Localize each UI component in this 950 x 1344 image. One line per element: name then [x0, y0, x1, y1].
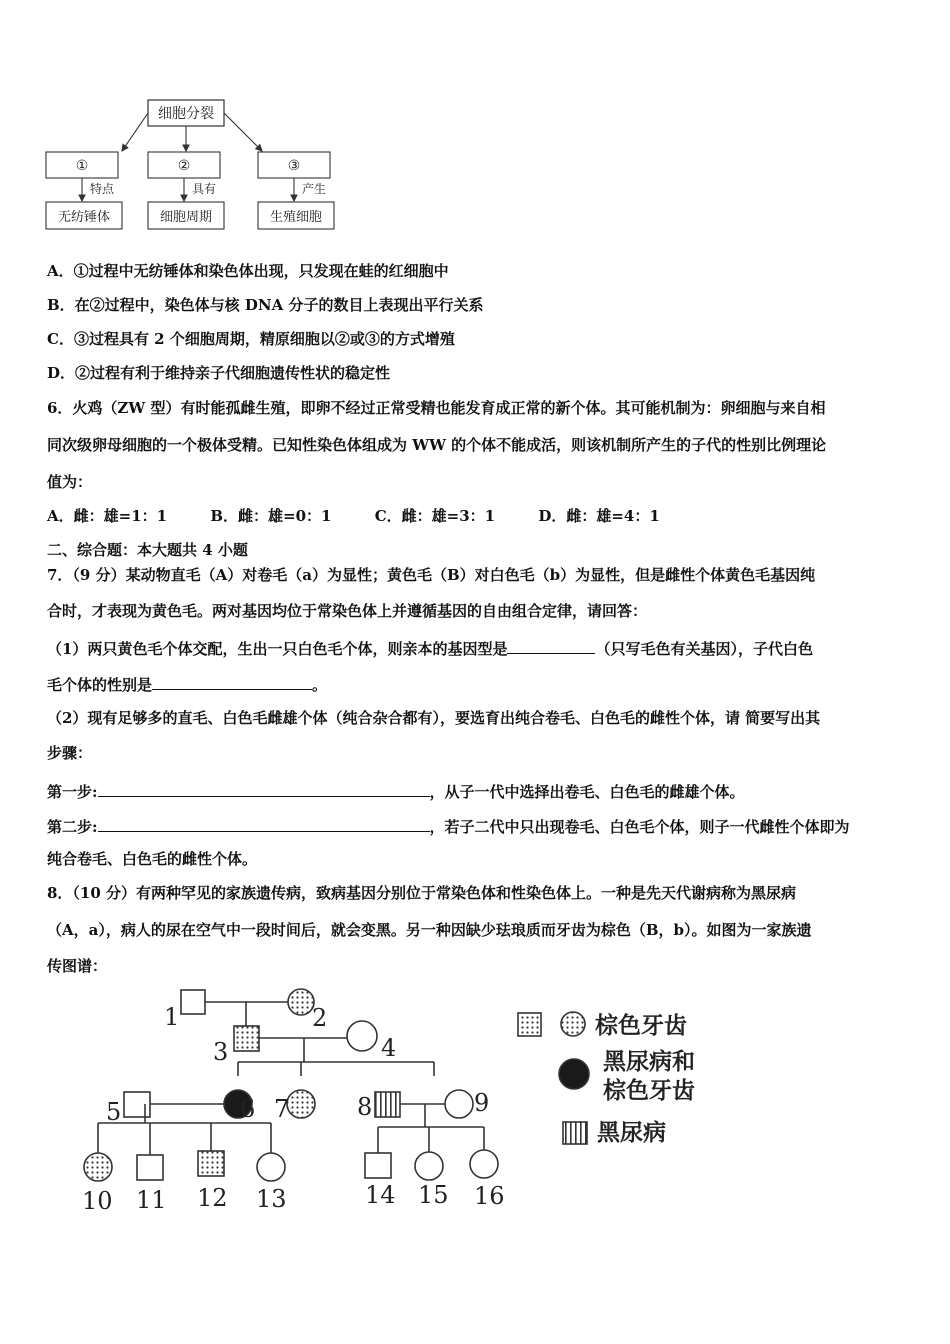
label-10: 10 — [82, 1187, 113, 1215]
individual-4 — [347, 1021, 377, 1051]
q7-step2-cont: 纯合卷毛、白色毛的雌性个体。 — [47, 850, 258, 868]
q6-line-3: 值为： — [47, 473, 93, 491]
individual-9 — [445, 1090, 473, 1118]
q8-line-2: （A，a），病人的尿在空气中一段时间后，就会变黑。另一种因缺少珐琅质而牙齿为棕色（B，b）。如图为一家族遗 — [47, 921, 812, 939]
q6-option-c: C．雌：雄=3：1 — [374, 507, 496, 525]
label-16: 16 — [474, 1182, 505, 1210]
q5-option-c: C．③过程具有 2 个细胞周期，精原细胞以②或③的方式增殖 — [47, 330, 455, 348]
individual-5 — [124, 1092, 150, 1117]
legend-both-text-1: 黑尿病和 — [603, 1048, 695, 1075]
answer-blank-step2[interactable] — [98, 814, 430, 832]
q7-part2-b: 步骤： — [47, 744, 93, 762]
q6-options — [47, 506, 698, 526]
answer-blank-step1[interactable] — [98, 779, 430, 797]
flow-edge-3: 产生 — [302, 182, 327, 196]
label-5: 5 — [106, 1098, 122, 1126]
individual-14 — [365, 1153, 391, 1178]
flow-result-2: 细胞周期 — [159, 210, 213, 225]
q6-line-1: 6．火鸡（ZW 型）有时能孤雌生殖，即卵不经过正常受精也能发育成正常的新个体。其可能机制为：卵细胞与来自相 — [47, 399, 826, 417]
legend-brown-square — [518, 1013, 541, 1036]
label-1: 1 — [164, 1003, 180, 1031]
individual-12 — [198, 1151, 224, 1176]
q7-step-2 — [47, 814, 850, 837]
section-heading: 二、综合题：本大题共 4 小题 — [47, 541, 248, 559]
answer-blank-sex[interactable] — [152, 672, 312, 690]
legend-both-circle — [559, 1059, 589, 1089]
individual-2 — [288, 989, 314, 1015]
label-3: 3 — [213, 1038, 229, 1066]
q5-option-a: A．①过程中无纺锤体和染色体出现，只发现在蛙的红细胞中 — [47, 262, 449, 280]
label-14: 14 — [365, 1181, 396, 1209]
individual-7 — [287, 1090, 315, 1118]
label-11: 11 — [136, 1186, 167, 1214]
q8-line-1: 8．（10 分）有两种罕见的家族遗传病，致病基因分别位于常染色体和性染色体上。一种是先天代谢病称为黑尿病 — [47, 884, 797, 902]
flow-box-1: ① — [75, 158, 89, 174]
legend-brown-circle — [561, 1012, 585, 1036]
answer-blank-genotype[interactable] — [507, 636, 595, 654]
q7-step2-label: 第二步: — [47, 818, 98, 836]
legend-both-text-2: 棕色牙齿 — [603, 1077, 695, 1104]
flow-edge-1: 特点 — [90, 182, 115, 196]
individual-10 — [84, 1153, 112, 1181]
label-12: 12 — [197, 1184, 228, 1212]
q7-line-1: 7．（9 分）某动物直毛（A）对卷毛（a）为显性；黄色毛（B）对白色毛（b）为显性，但是雌性个体黄色毛基因纯 — [47, 566, 816, 584]
q7-part2-a: （2）现有足够多的直毛、白色毛雌雄个体（纯合杂合都有），要选育出纯合卷毛、白色毛的雌性个体，请 简要写出其 — [47, 709, 821, 727]
individual-11 — [137, 1155, 163, 1180]
label-7: 7 — [274, 1095, 290, 1123]
pedigree-chart — [60, 975, 760, 1225]
flow-box-2: ② — [177, 158, 191, 174]
q5-option-d: D．②过程有利于维持亲子代细胞遗传性状的稳定性 — [47, 364, 391, 382]
q7-part1-text-b: （只写毛色有关基因），子代白色 — [595, 640, 813, 658]
q7-step1-text: ，从子一代中选择出卷毛、白色毛的雌雄个体。 — [429, 783, 745, 801]
label-8: 8 — [357, 1093, 373, 1121]
q6-option-a: A．雌：雄=1：1 — [47, 507, 168, 525]
q7-line-2: 合时，才表现为黄色毛。两对基因均位于常染色体上并遵循基因的自由组合定律，请回答： — [47, 602, 648, 620]
q6-option-b: B．雌：雄=0：1 — [210, 507, 332, 525]
pedigree-legend — [595, 1012, 695, 1146]
q7-part1-text-c: 毛个体的性别是 — [47, 676, 153, 694]
q7-part1-text-a: （1）两只黄色毛个体交配，生出一只白色毛个体，则亲本的基因型是 — [47, 640, 508, 658]
flow-root-label: 细胞分裂 — [158, 106, 214, 122]
flow-result-3: 生殖细胞 — [269, 210, 323, 225]
individual-1 — [181, 990, 205, 1014]
q7-step-1 — [47, 779, 745, 802]
label-15: 15 — [418, 1181, 449, 1209]
q6-option-d: D．雌：雄=4：1 — [538, 507, 660, 525]
label-9: 9 — [474, 1089, 490, 1117]
q6-line-2: 同次级卵母细胞的一个极体受精。已知性染色体组成为 WW 的个体不能成活，则该机制所产生的子代的性别比例理论 — [47, 436, 827, 454]
label-6: 6 — [240, 1095, 256, 1123]
q7-step1-label: 第一步: — [47, 783, 98, 801]
q7-step2-text: ，若子二代中只出现卷毛、白色毛个体，则子一代雌性个体即为 — [429, 818, 850, 836]
legend-alk-text: 黑尿病 — [597, 1119, 666, 1146]
individual-15 — [415, 1152, 443, 1180]
q7-part1-cont — [47, 672, 327, 695]
q5-option-b: B．在②过程中，染色体与核 DNA 分子的数目上表现出平行关系 — [47, 296, 484, 314]
individual-8 — [375, 1092, 400, 1117]
q7-part1 — [47, 636, 813, 659]
legend-brown-text: 棕色牙齿 — [595, 1012, 687, 1039]
cell-division-flowchart — [40, 95, 340, 235]
label-4: 4 — [381, 1034, 397, 1062]
q8-line-3: 传图谱： — [47, 957, 108, 975]
label-2: 2 — [312, 1004, 328, 1032]
individual-3 — [234, 1026, 259, 1051]
flow-box-3: ③ — [287, 158, 301, 174]
legend-alk-square — [563, 1122, 587, 1144]
flow-edge-2: 具有 — [192, 182, 217, 196]
individual-13 — [257, 1153, 285, 1181]
flow-result-1: 无纺锤体 — [57, 210, 111, 225]
q7-part1-text-d: 。 — [312, 676, 328, 694]
label-13: 13 — [256, 1185, 287, 1213]
individual-16 — [470, 1150, 498, 1178]
